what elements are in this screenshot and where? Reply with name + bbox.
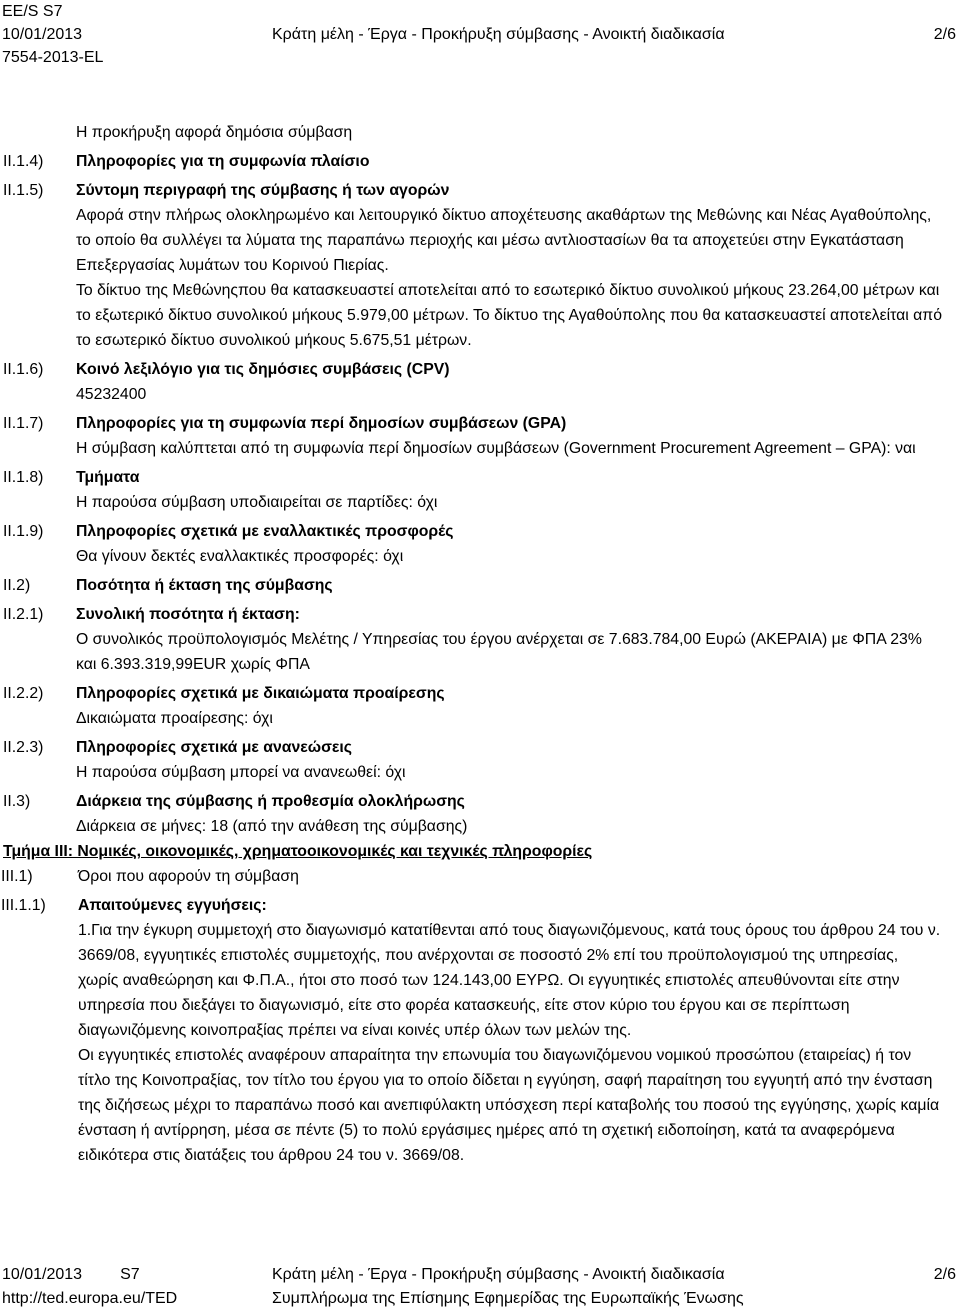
section-number: II.3) bbox=[3, 793, 31, 810]
section-number: II.1.8) bbox=[3, 469, 44, 486]
section-ii19 bbox=[0, 519, 960, 569]
document-body bbox=[0, 120, 960, 1168]
section-title: Συνολική ποσότητα ή έκταση: bbox=[76, 606, 300, 623]
section-number: II.1.6) bbox=[3, 361, 44, 378]
section-ii17 bbox=[0, 411, 960, 461]
section-title: Απαιτούμενες εγγυήσεις: bbox=[78, 897, 267, 914]
header-title: Κράτη μέλη - Έργα - Προκήρυξη σύμβασης - Ανοικτή διαδικασία bbox=[272, 26, 725, 43]
part-iii-heading: Τμήμα III: Νομικές, οικονομικές, χρηματοοικονομικές και τεχνικές πληροφορίες bbox=[3, 843, 593, 860]
section-ii22 bbox=[0, 681, 960, 731]
section-number: II.2) bbox=[3, 577, 31, 594]
section-value: Διάρκεια σε μήνες: 18 (από την ανάθεση της σύμβασης) bbox=[76, 818, 468, 835]
section-number: II.1.7) bbox=[3, 415, 44, 432]
intro-row bbox=[0, 120, 960, 145]
section-title: Σύντομη περιγραφή της σύμβασης ή των αγορών bbox=[76, 182, 450, 199]
section-title: Ποσότητα ή έκταση της σύμβασης bbox=[76, 577, 333, 594]
section-number: III.1) bbox=[1, 868, 33, 885]
section-iii1 bbox=[0, 864, 960, 889]
section-title: Πληροφορίες σχετικά με εναλλακτικές προσφορές bbox=[76, 523, 454, 540]
section-number: II.1.9) bbox=[3, 523, 44, 540]
cpv-code: 45232400 bbox=[76, 386, 147, 403]
description-paragraph: Το δίκτυο της Μεθώνηςπου θα κατασκευαστεί αποτελείται από το εσωτερικό δίκτυο συνολικού μήκους 23.264,00 μέτρων και το εξωτερικό δίκτυο συνολικού μήκους 5.979,00 μέτρων. Το δίκτυο της Αγαθούπολης που θα κατασκευαστεί αποτελείται από το εσωτερικό δίκτυο συνολικού μήκους 5.675,51 μέτρων. bbox=[76, 282, 942, 349]
section-ii21 bbox=[0, 602, 960, 677]
section-value: Ο συνολικός προϋπολογισμός Μελέτης / Υπηρεσίας του έργου ανέρχεται σε 7.683.784,00 Ευρώ (ΑΚΕΡΑΙΑ) με ΦΠΑ 23% και 6.393.319,99EUR χωρίς ΦΠΑ bbox=[76, 631, 922, 673]
description-paragraph: Αφορά στην πλήρως ολοκληρωμένο και λειτουργικό δίκτυο αποχέτευσης ακαθάρτων της Μεθώνης και Νέας Αγαθούπολης, το οποίο θα συλλέγει τα λύματα της παραπάνω περιοχής και μέσω αντλιοστασίων θα τα αποχετεύει στην Εγκατάσταση Επεξεργασίας λυμάτων του Κορινού Πιερίας. bbox=[76, 207, 932, 274]
footer-page: 2/6 bbox=[933, 1266, 956, 1283]
section-value: Η σύμβαση καλύπτεται από τη συμφωνία περί δημοσίων συμβάσεων (Government Procurement Agreement – GPA): ναι bbox=[76, 440, 916, 457]
section-value: Δικαιώματα προαίρεσης: όχι bbox=[76, 710, 273, 727]
section-number: II.2.3) bbox=[3, 739, 44, 756]
header-page: 2/6 bbox=[933, 26, 956, 43]
footer-url[interactable]: http://ted.europa.eu/TED bbox=[2, 1290, 178, 1307]
section-ii14 bbox=[0, 149, 960, 174]
section-value: Η παρούσα σύμβαση μπορεί να ανανεωθεί: όχι bbox=[76, 764, 406, 781]
section-title: Κοινό λεξιλόγιο για τις δημόσιες συμβάσεις (CPV) bbox=[76, 361, 450, 378]
section-ii16 bbox=[0, 357, 960, 407]
section-title: Πληροφορίες για τη συμφωνία περί δημοσίων συμβάσεων (GPA) bbox=[76, 415, 567, 432]
section-title: Όροι που αφορούν τη σύμβαση bbox=[78, 868, 299, 885]
section-title: Διάρκεια της σύμβασης ή προθεσμία ολοκλήρωσης bbox=[76, 793, 465, 810]
guarantee-paragraph: Οι εγγυητικές επιστολές αναφέρουν απαραίτητα την επωνυμία του διαγωνιζόμενου νομικού προσώπου (εταιρείας) ή τον τίτλο της Κοινοπραξίας, τον τίτλο του έργου για το οποίο δίδεται η εγγύηση, σαφή παραίτηση του εγγυητή από την ένσταση της διζήσεως μέχρι το παραπάνω ποσό και ανεπιφύλακτη υπόσχεση περί καταβολής του ποσού της εγγύησης, χωρίς καμία ένσταση ή αντίρρηση, μέσα σε πέντε (5) το πολύ εργάσιμες ημέρες από τη σχετική ειδοποίηση, κατά τα αναφερόμενα ειδικότερα στις διατάξεις του άρθρου 24 του ν. 3669/08. bbox=[78, 1047, 940, 1164]
guarantee-paragraph: 1.Για την έγκυρη συμμετοχή στο διαγωνισμό κατατίθενται από τους διαγωνιζόμενους, κατά τους όρους του άρθρου 24 του ν. 3669/08, εγγυητικές επιστολές συμμετοχής, που ανέρχονται σε ποσοστό 2% επί του προϋπολογισμού της υπηρεσίας, χωρίς αναθεώρηση και Φ.Π.Α., ήτοι στο ποσό των 124.143,00 ΕΥΡΩ. Οι εγγυητικές επιστολές απευθύνονται είτε στην υπηρεσία που διεξάγει το διαγωνισμό, είτε στο φορέα κατασκευής, είτε στον κύριο του έργου και σε περίπτωση διαγωνιζόμενης κοινοπραξίας πρέπει να είναι κοινές υπέρ όλων των μελών της. bbox=[78, 922, 941, 1039]
section-title: Πληροφορίες για τη συμφωνία πλαίσιο bbox=[76, 153, 370, 170]
section-ii23 bbox=[0, 735, 960, 785]
section-value: Θα γίνουν δεκτές εναλλακτικές προσφορές: όχι bbox=[76, 548, 404, 565]
footer-subtitle: Συμπλήρωμα της Επίσημης Εφημερίδας της Ευρωπαϊκής Ένωσης bbox=[272, 1290, 744, 1307]
section-value: Η παρούσα σύμβαση υποδιαιρείται σε παρτίδες: όχι bbox=[76, 494, 438, 511]
footer-date: 10/01/2013 bbox=[2, 1266, 83, 1283]
public-contract-text: Η προκήρυξη αφορά δημόσια σύμβαση bbox=[76, 124, 353, 141]
section-title: Πληροφορίες σχετικά με δικαιώματα προαίρεσης bbox=[76, 685, 445, 702]
section-title: Πληροφορίες σχετικά με ανανεώσεις bbox=[76, 739, 352, 756]
header-ref: 7554-2013-EL bbox=[2, 49, 104, 66]
section-ii15 bbox=[0, 178, 960, 353]
section-ii2 bbox=[0, 573, 960, 598]
footer-title: Κράτη μέλη - Έργα - Προκήρυξη σύμβασης - Ανοικτή διαδικασία bbox=[272, 1266, 725, 1283]
header-date: 10/01/2013 bbox=[2, 26, 83, 43]
section-number: III.1.1) bbox=[1, 897, 46, 914]
section-number: II.1.5) bbox=[3, 182, 44, 199]
section-number: II.2.2) bbox=[3, 685, 44, 702]
section-iii11 bbox=[0, 893, 960, 1168]
section-title: Τμήματα bbox=[76, 469, 140, 486]
section-number: II.1.4) bbox=[3, 153, 44, 170]
section-number: II.2.1) bbox=[3, 606, 44, 623]
header-code: EE/S S7 bbox=[2, 3, 63, 20]
section-ii18 bbox=[0, 465, 960, 515]
footer-code: S7 bbox=[120, 1266, 140, 1283]
section-ii3 bbox=[0, 789, 960, 839]
